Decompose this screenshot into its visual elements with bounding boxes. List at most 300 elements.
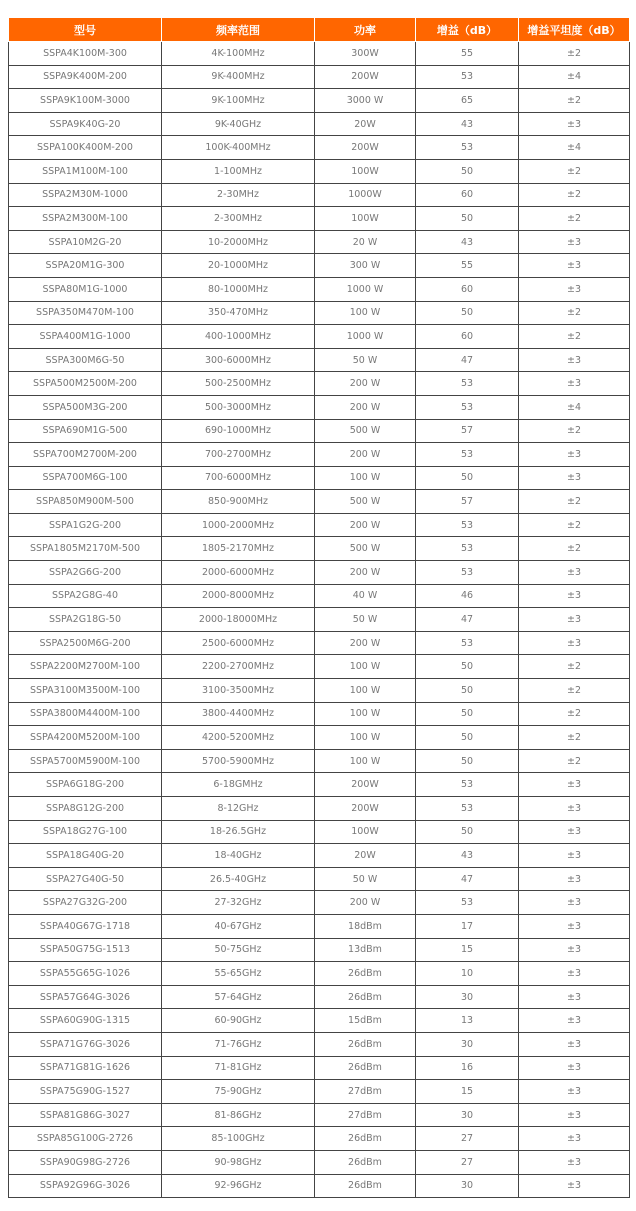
cell-gain-flatness: ±3 xyxy=(519,938,630,962)
cell-model: SSPA85G100G-2726 xyxy=(9,1127,162,1151)
cell-gain: 60 xyxy=(416,277,519,301)
cell-power: 200 W xyxy=(315,443,416,467)
cell-power: 18dBm xyxy=(315,914,416,938)
cell-power: 200W xyxy=(315,136,416,160)
cell-power: 26dBm xyxy=(315,1056,416,1080)
cell-frequency-range: 1-100MHz xyxy=(162,159,315,183)
cell-power: 200 W xyxy=(315,891,416,915)
cell-power: 100 W xyxy=(315,679,416,703)
cell-frequency-range: 20-1000MHz xyxy=(162,254,315,278)
cell-gain-flatness: ±3 xyxy=(519,962,630,986)
cell-gain-flatness: ±2 xyxy=(519,749,630,773)
cell-gain: 50 xyxy=(416,679,519,703)
cell-gain: 53 xyxy=(416,136,519,160)
table-row xyxy=(9,962,630,986)
cell-model: SSPA27G40G-50 xyxy=(9,867,162,891)
cell-gain-flatness: ±3 xyxy=(519,1032,630,1056)
cell-power: 500 W xyxy=(315,537,416,561)
cell-model: SSPA850M900M-500 xyxy=(9,490,162,514)
table-row xyxy=(9,655,630,679)
cell-frequency-range: 400-1000MHz xyxy=(162,325,315,349)
cell-power: 20W xyxy=(315,112,416,136)
cell-model: SSPA27G32G-200 xyxy=(9,891,162,915)
cell-power: 26dBm xyxy=(315,1032,416,1056)
cell-power: 26dBm xyxy=(315,1174,416,1198)
cell-model: SSPA100K400M-200 xyxy=(9,136,162,160)
cell-power: 27dBm xyxy=(315,1103,416,1127)
cell-gain: 53 xyxy=(416,513,519,537)
cell-power: 50 W xyxy=(315,608,416,632)
cell-gain-flatness: ±3 xyxy=(519,914,630,938)
cell-frequency-range: 90-98GHz xyxy=(162,1150,315,1174)
cell-model: SSPA8G12G-200 xyxy=(9,797,162,821)
cell-power: 100W xyxy=(315,820,416,844)
cell-gain: 43 xyxy=(416,844,519,868)
cell-power: 200W xyxy=(315,773,416,797)
cell-frequency-range: 4K-100MHz xyxy=(162,42,315,66)
cell-power: 100W xyxy=(315,207,416,231)
cell-gain: 50 xyxy=(416,466,519,490)
cell-frequency-range: 700-6000MHz xyxy=(162,466,315,490)
cell-gain: 47 xyxy=(416,348,519,372)
cell-gain: 27 xyxy=(416,1150,519,1174)
cell-gain: 30 xyxy=(416,1103,519,1127)
cell-gain: 15 xyxy=(416,1080,519,1104)
cell-power: 200 W xyxy=(315,513,416,537)
cell-frequency-range: 2-300MHz xyxy=(162,207,315,231)
cell-gain: 60 xyxy=(416,183,519,207)
cell-model: SSPA700M2700M-200 xyxy=(9,443,162,467)
cell-gain: 50 xyxy=(416,207,519,231)
cell-frequency-range: 2000-6000MHz xyxy=(162,561,315,585)
table-row xyxy=(9,938,630,962)
cell-model: SSPA300M6G-50 xyxy=(9,348,162,372)
cell-gain: 30 xyxy=(416,1174,519,1198)
cell-frequency-range: 700-2700MHz xyxy=(162,443,315,467)
cell-model: SSPA90G98G-2726 xyxy=(9,1150,162,1174)
table-row xyxy=(9,584,630,608)
cell-model: SSPA92G96G-3026 xyxy=(9,1174,162,1198)
cell-frequency-range: 9K-100MHz xyxy=(162,89,315,113)
header-frequency-range: 频率范围 xyxy=(162,18,315,42)
header-gain-flatness: 增益平坦度（dB） xyxy=(519,18,630,42)
cell-gain: 57 xyxy=(416,419,519,443)
cell-gain: 30 xyxy=(416,985,519,1009)
cell-gain-flatness: ±3 xyxy=(519,631,630,655)
cell-gain-flatness: ±3 xyxy=(519,561,630,585)
table-row xyxy=(9,230,630,254)
cell-power: 3000 W xyxy=(315,89,416,113)
cell-power: 1000 W xyxy=(315,325,416,349)
cell-frequency-range: 80-1000MHz xyxy=(162,277,315,301)
table-row xyxy=(9,112,630,136)
cell-gain: 27 xyxy=(416,1127,519,1151)
cell-gain-flatness: ±2 xyxy=(519,42,630,66)
cell-gain-flatness: ±4 xyxy=(519,136,630,160)
table-row xyxy=(9,726,630,750)
table-row xyxy=(9,65,630,89)
cell-gain: 50 xyxy=(416,749,519,773)
cell-gain: 50 xyxy=(416,655,519,679)
cell-power: 27dBm xyxy=(315,1080,416,1104)
cell-model: SSPA690M1G-500 xyxy=(9,419,162,443)
table-row xyxy=(9,466,630,490)
cell-gain-flatness: ±3 xyxy=(519,584,630,608)
cell-power: 100 W xyxy=(315,655,416,679)
cell-gain-flatness: ±2 xyxy=(519,655,630,679)
cell-gain: 50 xyxy=(416,726,519,750)
cell-power: 26dBm xyxy=(315,985,416,1009)
cell-model: SSPA9K100M-3000 xyxy=(9,89,162,113)
cell-power: 100W xyxy=(315,159,416,183)
cell-model: SSPA40G67G-1718 xyxy=(9,914,162,938)
cell-gain: 50 xyxy=(416,301,519,325)
cell-frequency-range: 60-90GHz xyxy=(162,1009,315,1033)
cell-model: SSPA2200M2700M-100 xyxy=(9,655,162,679)
table-row xyxy=(9,1174,630,1198)
cell-gain: 53 xyxy=(416,631,519,655)
cell-frequency-range: 9K-40GHz xyxy=(162,112,315,136)
cell-gain: 47 xyxy=(416,867,519,891)
cell-gain-flatness: ±3 xyxy=(519,112,630,136)
cell-power: 200 W xyxy=(315,395,416,419)
cell-frequency-range: 8-12GHz xyxy=(162,797,315,821)
table-row xyxy=(9,985,630,1009)
cell-gain: 15 xyxy=(416,938,519,962)
table-row xyxy=(9,348,630,372)
cell-gain-flatness: ±2 xyxy=(519,679,630,703)
cell-frequency-range: 2000-8000MHz xyxy=(162,584,315,608)
cell-model: SSPA2G6G-200 xyxy=(9,561,162,585)
cell-power: 100 W xyxy=(315,749,416,773)
table-row xyxy=(9,749,630,773)
cell-model: SSPA2G18G-50 xyxy=(9,608,162,632)
table-row xyxy=(9,1032,630,1056)
cell-gain: 53 xyxy=(416,443,519,467)
table-row xyxy=(9,183,630,207)
table-row xyxy=(9,395,630,419)
table-row xyxy=(9,891,630,915)
cell-power: 200 W xyxy=(315,561,416,585)
cell-gain: 57 xyxy=(416,490,519,514)
cell-frequency-range: 40-67GHz xyxy=(162,914,315,938)
table-row xyxy=(9,561,630,585)
cell-power: 500 W xyxy=(315,419,416,443)
cell-gain-flatness: ±3 xyxy=(519,891,630,915)
cell-gain: 53 xyxy=(416,537,519,561)
cell-gain-flatness: ±3 xyxy=(519,466,630,490)
cell-model: SSPA10M2G-20 xyxy=(9,230,162,254)
cell-power: 200 W xyxy=(315,372,416,396)
cell-gain-flatness: ±3 xyxy=(519,797,630,821)
cell-frequency-range: 71-76GHz xyxy=(162,1032,315,1056)
cell-gain: 43 xyxy=(416,112,519,136)
cell-gain-flatness: ±3 xyxy=(519,1103,630,1127)
table-row xyxy=(9,136,630,160)
cell-frequency-range: 57-64GHz xyxy=(162,985,315,1009)
cell-frequency-range: 71-81GHz xyxy=(162,1056,315,1080)
cell-model: SSPA2M300M-100 xyxy=(9,207,162,231)
cell-gain: 13 xyxy=(416,1009,519,1033)
cell-power: 300W xyxy=(315,42,416,66)
cell-frequency-range: 300-6000MHz xyxy=(162,348,315,372)
cell-model: SSPA1G2G-200 xyxy=(9,513,162,537)
table-row xyxy=(9,89,630,113)
cell-model: SSPA6G18G-200 xyxy=(9,773,162,797)
cell-model: SSPA55G65G-1026 xyxy=(9,962,162,986)
cell-model: SSPA500M2500M-200 xyxy=(9,372,162,396)
cell-gain-flatness: ±2 xyxy=(519,537,630,561)
cell-frequency-range: 6-18GMHz xyxy=(162,773,315,797)
cell-model: SSPA500M3G-200 xyxy=(9,395,162,419)
cell-gain: 46 xyxy=(416,584,519,608)
cell-frequency-range: 85-100GHz xyxy=(162,1127,315,1151)
table-row xyxy=(9,537,630,561)
cell-power: 200 W xyxy=(315,631,416,655)
cell-gain-flatness: ±2 xyxy=(519,89,630,113)
cell-model: SSPA400M1G-1000 xyxy=(9,325,162,349)
cell-gain-flatness: ±3 xyxy=(519,867,630,891)
cell-gain: 53 xyxy=(416,395,519,419)
header-gain: 增益（dB） xyxy=(416,18,519,42)
cell-model: SSPA9K40G-20 xyxy=(9,112,162,136)
cell-gain: 53 xyxy=(416,372,519,396)
cell-gain-flatness: ±3 xyxy=(519,1150,630,1174)
table-body xyxy=(9,42,630,1198)
cell-power: 200W xyxy=(315,65,416,89)
cell-gain: 17 xyxy=(416,914,519,938)
table-row xyxy=(9,325,630,349)
cell-power: 100 W xyxy=(315,702,416,726)
cell-gain-flatness: ±3 xyxy=(519,230,630,254)
table-row xyxy=(9,844,630,868)
cell-gain-flatness: ±2 xyxy=(519,702,630,726)
table-row xyxy=(9,1150,630,1174)
cell-gain-flatness: ±2 xyxy=(519,325,630,349)
table-row xyxy=(9,679,630,703)
cell-gain-flatness: ±3 xyxy=(519,1174,630,1198)
table-row xyxy=(9,1009,630,1033)
table-header-row xyxy=(9,18,630,42)
table-row xyxy=(9,159,630,183)
cell-model: SSPA5700M5900M-100 xyxy=(9,749,162,773)
cell-model: SSPA4200M5200M-100 xyxy=(9,726,162,750)
cell-model: SSPA350M470M-100 xyxy=(9,301,162,325)
cell-model: SSPA75G90G-1527 xyxy=(9,1080,162,1104)
cell-gain-flatness: ±3 xyxy=(519,844,630,868)
cell-power: 26dBm xyxy=(315,962,416,986)
cell-model: SSPA4K100M-300 xyxy=(9,42,162,66)
cell-frequency-range: 55-65GHz xyxy=(162,962,315,986)
cell-power: 100 W xyxy=(315,726,416,750)
cell-model: SSPA2500M6G-200 xyxy=(9,631,162,655)
cell-model: SSPA81G86G-3027 xyxy=(9,1103,162,1127)
cell-frequency-range: 81-86GHz xyxy=(162,1103,315,1127)
cell-power: 100 W xyxy=(315,466,416,490)
table-row xyxy=(9,631,630,655)
cell-gain-flatness: ±3 xyxy=(519,277,630,301)
cell-model: SSPA1805M2170M-500 xyxy=(9,537,162,561)
cell-gain: 50 xyxy=(416,820,519,844)
cell-power: 100 W xyxy=(315,301,416,325)
table-row xyxy=(9,490,630,514)
cell-model: SSPA71G76G-3026 xyxy=(9,1032,162,1056)
header-model: 型号 xyxy=(9,18,162,42)
cell-gain: 47 xyxy=(416,608,519,632)
cell-gain: 53 xyxy=(416,773,519,797)
table-row xyxy=(9,702,630,726)
cell-frequency-range: 2200-2700MHz xyxy=(162,655,315,679)
cell-frequency-range: 50-75GHz xyxy=(162,938,315,962)
cell-power: 200W xyxy=(315,797,416,821)
cell-gain-flatness: ±3 xyxy=(519,773,630,797)
cell-model: SSPA18G40G-20 xyxy=(9,844,162,868)
header-power: 功率 xyxy=(315,18,416,42)
cell-gain-flatness: ±4 xyxy=(519,65,630,89)
cell-model: SSPA18G27G-100 xyxy=(9,820,162,844)
cell-gain: 50 xyxy=(416,159,519,183)
table-row xyxy=(9,797,630,821)
cell-gain-flatness: ±3 xyxy=(519,443,630,467)
cell-frequency-range: 690-1000MHz xyxy=(162,419,315,443)
cell-frequency-range: 75-90GHz xyxy=(162,1080,315,1104)
cell-gain-flatness: ±2 xyxy=(519,159,630,183)
cell-gain-flatness: ±3 xyxy=(519,1056,630,1080)
cell-gain-flatness: ±2 xyxy=(519,207,630,231)
cell-gain-flatness: ±2 xyxy=(519,301,630,325)
cell-gain: 30 xyxy=(416,1032,519,1056)
product-spec-table xyxy=(8,17,630,1198)
cell-power: 13dBm xyxy=(315,938,416,962)
table-row xyxy=(9,419,630,443)
table-row xyxy=(9,513,630,537)
cell-frequency-range: 10-2000MHz xyxy=(162,230,315,254)
cell-frequency-range: 2-30MHz xyxy=(162,183,315,207)
cell-frequency-range: 100K-400MHz xyxy=(162,136,315,160)
table-row xyxy=(9,773,630,797)
table-row xyxy=(9,1127,630,1151)
cell-gain-flatness: ±3 xyxy=(519,985,630,1009)
cell-power: 50 W xyxy=(315,867,416,891)
cell-power: 500 W xyxy=(315,490,416,514)
cell-power: 1000 W xyxy=(315,277,416,301)
cell-model: SSPA3800M4400M-100 xyxy=(9,702,162,726)
cell-frequency-range: 500-3000MHz xyxy=(162,395,315,419)
cell-gain: 16 xyxy=(416,1056,519,1080)
cell-gain: 60 xyxy=(416,325,519,349)
cell-model: SSPA57G64G-3026 xyxy=(9,985,162,1009)
cell-frequency-range: 350-470MHz xyxy=(162,301,315,325)
cell-gain-flatness: ±3 xyxy=(519,254,630,278)
cell-gain: 55 xyxy=(416,42,519,66)
cell-gain: 55 xyxy=(416,254,519,278)
cell-gain-flatness: ±2 xyxy=(519,490,630,514)
cell-frequency-range: 92-96GHz xyxy=(162,1174,315,1198)
cell-model: SSPA50G75G-1513 xyxy=(9,938,162,962)
cell-power: 1000W xyxy=(315,183,416,207)
cell-frequency-range: 1805-2170MHz xyxy=(162,537,315,561)
cell-gain-flatness: ±3 xyxy=(519,372,630,396)
cell-power: 50 W xyxy=(315,348,416,372)
cell-gain: 50 xyxy=(416,702,519,726)
table-row xyxy=(9,207,630,231)
cell-power: 40 W xyxy=(315,584,416,608)
cell-frequency-range: 1000-2000MHz xyxy=(162,513,315,537)
cell-frequency-range: 18-26.5GHz xyxy=(162,820,315,844)
cell-power: 26dBm xyxy=(315,1127,416,1151)
cell-model: SSPA1M100M-100 xyxy=(9,159,162,183)
table-row xyxy=(9,820,630,844)
cell-model: SSPA20M1G-300 xyxy=(9,254,162,278)
cell-power: 26dBm xyxy=(315,1150,416,1174)
table-row xyxy=(9,914,630,938)
cell-model: SSPA9K400M-200 xyxy=(9,65,162,89)
table-row xyxy=(9,1080,630,1104)
cell-power: 300 W xyxy=(315,254,416,278)
cell-model: SSPA2G8G-40 xyxy=(9,584,162,608)
cell-gain-flatness: ±2 xyxy=(519,183,630,207)
table-row xyxy=(9,372,630,396)
cell-gain: 53 xyxy=(416,797,519,821)
cell-frequency-range: 2500-6000MHz xyxy=(162,631,315,655)
cell-power: 20W xyxy=(315,844,416,868)
cell-gain: 53 xyxy=(416,561,519,585)
cell-model: SSPA2M30M-1000 xyxy=(9,183,162,207)
cell-gain-flatness: ±3 xyxy=(519,820,630,844)
table-row xyxy=(9,867,630,891)
cell-frequency-range: 4200-5200MHz xyxy=(162,726,315,750)
table-row xyxy=(9,301,630,325)
cell-gain-flatness: ±3 xyxy=(519,1009,630,1033)
cell-gain-flatness: ±4 xyxy=(519,395,630,419)
cell-model: SSPA700M6G-100 xyxy=(9,466,162,490)
cell-gain-flatness: ±2 xyxy=(519,726,630,750)
cell-frequency-range: 18-40GHz xyxy=(162,844,315,868)
cell-frequency-range: 3800-4400MHz xyxy=(162,702,315,726)
cell-gain-flatness: ±2 xyxy=(519,419,630,443)
cell-frequency-range: 27-32GHz xyxy=(162,891,315,915)
cell-frequency-range: 26.5-40GHz xyxy=(162,867,315,891)
cell-model: SSPA80M1G-1000 xyxy=(9,277,162,301)
cell-power: 15dBm xyxy=(315,1009,416,1033)
cell-gain: 65 xyxy=(416,89,519,113)
cell-gain-flatness: ±3 xyxy=(519,1127,630,1151)
cell-power: 20 W xyxy=(315,230,416,254)
cell-frequency-range: 5700-5900MHz xyxy=(162,749,315,773)
cell-model: SSPA60G90G-1315 xyxy=(9,1009,162,1033)
cell-gain-flatness: ±3 xyxy=(519,608,630,632)
cell-gain: 10 xyxy=(416,962,519,986)
cell-gain-flatness: ±3 xyxy=(519,348,630,372)
table-row xyxy=(9,443,630,467)
cell-frequency-range: 3100-3500MHz xyxy=(162,679,315,703)
cell-gain: 53 xyxy=(416,65,519,89)
table-row xyxy=(9,1103,630,1127)
table-row xyxy=(9,42,630,66)
table-row xyxy=(9,254,630,278)
cell-model: SSPA3100M3500M-100 xyxy=(9,679,162,703)
cell-gain-flatness: ±2 xyxy=(519,513,630,537)
cell-gain: 53 xyxy=(416,891,519,915)
cell-frequency-range: 2000-18000MHz xyxy=(162,608,315,632)
table-row xyxy=(9,608,630,632)
cell-model: SSPA71G81G-1626 xyxy=(9,1056,162,1080)
cell-frequency-range: 500-2500MHz xyxy=(162,372,315,396)
table-row xyxy=(9,277,630,301)
cell-gain-flatness: ±3 xyxy=(519,1080,630,1104)
table-row xyxy=(9,1056,630,1080)
cell-frequency-range: 9K-400MHz xyxy=(162,65,315,89)
